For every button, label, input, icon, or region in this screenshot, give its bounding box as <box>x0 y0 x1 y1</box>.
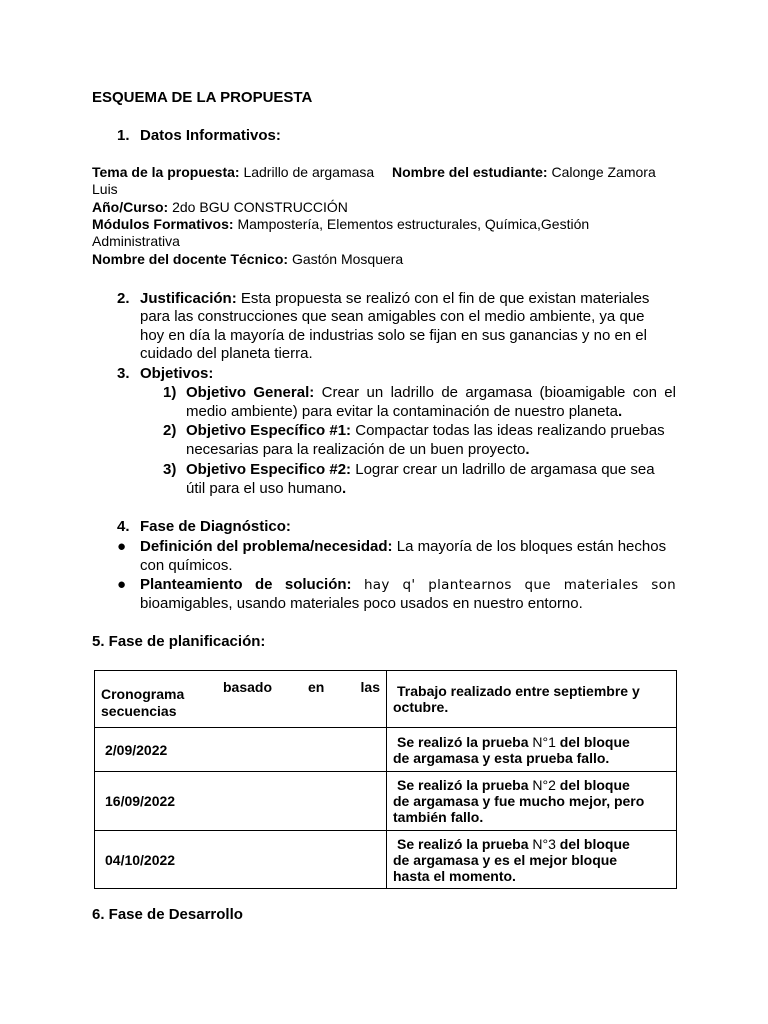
table-row <box>95 772 677 831</box>
row-desc-line-3: hasta el momento. <box>393 867 516 884</box>
row-desc-suffix: del bloque <box>555 835 630 852</box>
row-date-text: 16/09/2022 <box>105 793 176 809</box>
table-header-left <box>95 671 387 728</box>
header-cronograma: Cronograma <box>101 686 185 702</box>
table-row <box>95 831 677 889</box>
row-date <box>95 831 387 889</box>
section-3-number: 3. <box>117 365 130 382</box>
table-header-row <box>95 671 677 728</box>
info-docente-line <box>92 251 403 267</box>
row-date-text: 2/09/2022 <box>105 741 168 758</box>
table-row <box>95 728 677 772</box>
row-description <box>387 728 677 772</box>
objetivo-1-number: 1) <box>163 384 177 401</box>
objetivo-3-number: 3) <box>163 461 177 478</box>
objetivo-3-line-2 <box>186 480 346 497</box>
bullet-1-line-2: con químicos. <box>140 557 233 574</box>
docente-label: Nombre del docente Técnico: <box>92 251 289 267</box>
planning-table <box>94 670 677 889</box>
objetivo-1-text-2: medio ambiente) para evitar la contaminación de nuestro planeta <box>186 403 618 420</box>
section-4-heading: Fase de Diagnóstico: <box>140 518 291 535</box>
row-desc-suffix: del bloque <box>555 733 630 750</box>
justificacion-line-2: para las construcciones que sean amigables con el medio ambiente, ya que <box>140 308 645 325</box>
row-desc-line-2: de argamasa y es el mejor bloque <box>393 851 618 868</box>
bullet-2-line-2: bioamigables, usando materiales poco usados en nuestro entorno. <box>140 595 583 612</box>
objetivo-3-text-2: útil para el uso humano <box>186 480 342 497</box>
row-description <box>387 831 677 889</box>
row-desc-line-2: de argamasa y esta prueba fallo. <box>393 749 610 766</box>
objetivo-2-text-2: necesarias para la realización de un buen proyecto <box>186 441 526 458</box>
objetivo-2-number: 2) <box>163 422 177 439</box>
objetivo-1-line-1 <box>186 384 676 401</box>
objetivo-2-line-1 <box>186 422 665 439</box>
row-desc-line-2: de argamasa y fue mucho mejor, pero <box>393 793 645 809</box>
row-date <box>95 728 387 772</box>
row-date-text: 04/10/2022 <box>105 851 176 868</box>
docente-value: Gastón Mosquera <box>291 251 404 267</box>
justificacion-text-1: Esta propuesta se realizó con el fin de que existan materiales <box>240 290 650 307</box>
header-word-las: las <box>360 679 380 695</box>
document-title: ESQUEMA DE LA PROPUESTA <box>92 89 313 106</box>
section-1-heading: Datos Informativos: <box>140 127 281 144</box>
header-word-en: en <box>308 679 325 695</box>
objetivo-2-text-1: Compactar todas las ideas realizando pruebas <box>355 422 665 439</box>
objetivo-1-text-1: Crear un ladrillo de argamasa (bioamigable con el <box>321 384 676 401</box>
objetivo-2-label: Objetivo Específico #1: <box>186 422 352 439</box>
section-2-number: 2. <box>117 290 130 307</box>
header-secuencias: secuencias <box>101 703 177 719</box>
bullet-2-text-1: hay q' plantearnos que materiales son <box>363 577 676 593</box>
row-desc-prefix: Se realizó la prueba <box>397 835 533 852</box>
objetivo-1-period: . <box>617 403 623 420</box>
section-1-number: 1. <box>117 127 130 144</box>
modulos-label: Módulos Formativos: <box>92 216 234 232</box>
curso-value: 2do BGU CONSTRUCCIÓN <box>172 199 348 215</box>
objetivo-3-period: . <box>341 480 347 497</box>
modulos-value-cont: Administrativa <box>92 233 180 249</box>
info-curso-line <box>92 199 348 215</box>
bullet-icon: ● <box>117 538 127 555</box>
row-desc-line-1 <box>393 836 670 852</box>
objetivo-3-text-1: Lograr crear un ladrillo de argamasa que sea <box>355 461 655 478</box>
row-desc-line-1 <box>393 734 670 750</box>
table-header-right <box>387 671 677 728</box>
bullet-2-label: Planteamiento de solución: <box>140 576 352 593</box>
row-desc-line-1 <box>393 777 670 793</box>
info-modulos-line <box>92 216 589 232</box>
row-test-number: N°1 <box>532 733 556 750</box>
bullet-1-line-1 <box>140 538 666 555</box>
header-right-line-1: Trabajo realizado entre septiembre y <box>397 683 640 699</box>
row-date <box>95 772 387 831</box>
tema-label: Tema de la propuesta: <box>92 164 240 180</box>
header-right-line-2: octubre. <box>393 699 449 715</box>
row-desc-line-3: también fallo. <box>393 809 484 825</box>
objetivo-2-line-2 <box>186 441 530 458</box>
bullet-icon: ● <box>117 576 127 593</box>
objetivo-3-line-1 <box>186 461 655 478</box>
objetivo-1-label: Objetivo General: <box>186 384 315 401</box>
row-description <box>387 772 677 831</box>
bullet-1-label: Definición del problema/necesidad: <box>140 538 393 555</box>
bullet-2-line-1 <box>140 576 676 593</box>
row-desc-prefix: Se realizó la prueba <box>397 777 533 793</box>
estudiante-value-cont: Luis <box>92 181 118 197</box>
objetivo-3-label: Objetivo Especifico #2: <box>186 461 352 478</box>
section-5-heading: 5. Fase de planificación: <box>92 633 266 650</box>
curso-label: Año/Curso: <box>92 199 169 215</box>
justificacion-line-4: cuidado del planeta tierra. <box>140 345 313 362</box>
tema-value: Ladrillo de argamasa <box>243 164 375 180</box>
modulos-value: Mampostería, Elementos estructurales, Química,Gestión <box>237 216 590 232</box>
justificacion-line-1 <box>140 290 649 307</box>
estudiante-label: Nombre del estudiante: <box>391 164 548 180</box>
justificacion-line-3: hoy en día la mayoría de industrias solo se fijan en sus ganancias y no en el <box>140 327 647 344</box>
row-desc-suffix: del bloque <box>555 777 630 793</box>
bullet-1-text-1: La mayoría de los bloques están hechos <box>396 538 667 555</box>
section-6-heading: 6. Fase de Desarrollo <box>92 906 243 923</box>
row-test-number: N°2 <box>532 777 556 793</box>
objetivo-1-line-2 <box>186 403 622 420</box>
estudiante-value: Calonge Zamora <box>551 164 656 180</box>
justificacion-heading: Justificación: <box>140 290 237 307</box>
section-3-heading: Objetivos: <box>140 365 214 382</box>
info-tema-line <box>92 164 656 180</box>
header-word-basado: basado <box>223 679 273 695</box>
section-4-number: 4. <box>117 518 130 535</box>
objetivo-2-period: . <box>525 441 530 458</box>
row-test-number: N°3 <box>532 835 556 852</box>
row-desc-prefix: Se realizó la prueba <box>397 733 533 750</box>
